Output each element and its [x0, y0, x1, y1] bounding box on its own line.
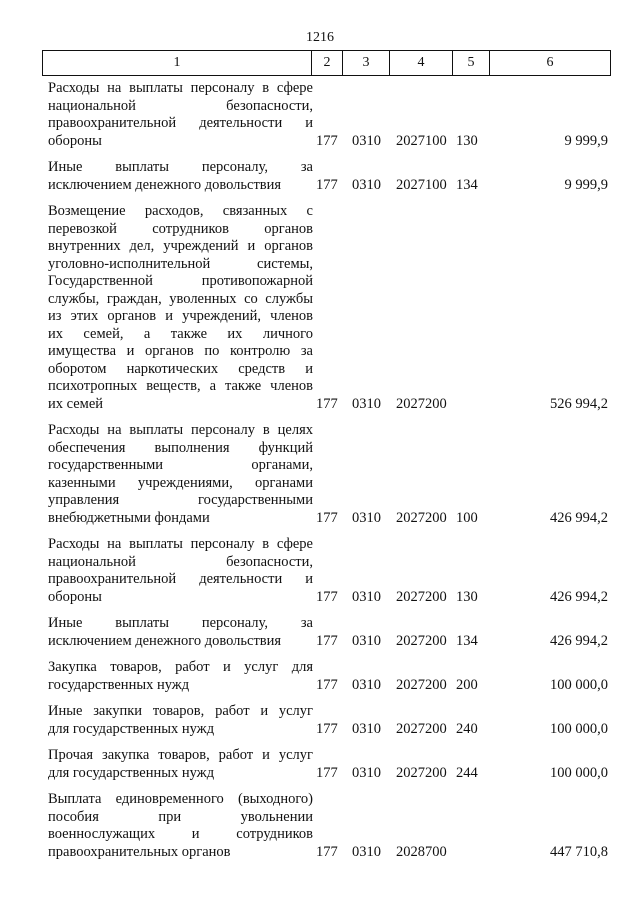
- section-code: 0310: [352, 720, 381, 737]
- table-row: [48, 615, 608, 650]
- row-description: [48, 203, 313, 413]
- page-number: 1216: [306, 30, 334, 45]
- article-code: 2027200: [396, 509, 447, 526]
- description-line: Иные закупки товаров, работ и услуг: [48, 703, 313, 719]
- expense-type-code: 134: [456, 176, 478, 193]
- article-code: 2027100: [396, 176, 447, 193]
- row-codes: [48, 677, 608, 695]
- table-row: [48, 791, 608, 861]
- section-code: 0310: [352, 509, 381, 526]
- description-line: казенными учреждениями, органами: [48, 474, 313, 491]
- column-header-4: 4: [390, 51, 453, 76]
- row-codes: [48, 721, 608, 739]
- description-line: оборотом наркотических средств и: [48, 360, 313, 377]
- table-row: [48, 203, 608, 413]
- description-line: Выплата единовременного (выходного): [48, 791, 313, 807]
- description-line: пособия при увольнении: [48, 808, 313, 825]
- description-line: правоохранительных органов: [48, 843, 231, 860]
- row-codes: [48, 589, 608, 607]
- section-code: 0310: [352, 676, 381, 693]
- description-line: исключением денежного довольствия: [48, 176, 282, 193]
- description-line: Государственной противопожарной: [48, 273, 313, 289]
- column-header-3: 3: [343, 51, 390, 76]
- amount: 100 000,0: [550, 720, 608, 737]
- description-line: для государственных нужд: [48, 720, 215, 737]
- ministry-code: 177: [316, 176, 338, 193]
- amount: 447 710,8: [550, 843, 608, 860]
- table-row: [48, 659, 608, 694]
- description-line: обороны: [48, 588, 102, 605]
- amount: 426 994,2: [550, 588, 608, 605]
- table-row: [48, 703, 608, 738]
- column-header-table: [42, 50, 611, 76]
- row-codes: [48, 177, 608, 195]
- description-line: для государственных нужд: [48, 764, 215, 781]
- description-line: Прочая закупка товаров, работ и услуг: [48, 747, 313, 763]
- ministry-code: 177: [316, 588, 338, 605]
- expense-type-code: 244: [456, 764, 478, 781]
- article-code: 2027200: [396, 720, 447, 737]
- amount: 100 000,0: [550, 764, 608, 781]
- row-codes: [48, 396, 608, 414]
- description-line: их семей: [48, 395, 104, 412]
- article-code: 2027200: [396, 632, 447, 649]
- expense-type-code: 100: [456, 509, 478, 526]
- description-line: национальной безопасности,: [48, 553, 313, 570]
- description-line: Расходы на выплаты персоналу в целях: [48, 422, 313, 438]
- description-line: Иные выплаты персоналу, за: [48, 159, 313, 175]
- description-line: обеспечения выполнения функций: [48, 439, 313, 456]
- description-line: их семей, а также их личного: [48, 325, 313, 342]
- ministry-code: 177: [316, 720, 338, 737]
- description-line: правоохранительной деятельности и: [48, 571, 313, 587]
- section-code: 0310: [352, 176, 381, 193]
- column-header-6: 6: [490, 51, 611, 76]
- table-row: [48, 536, 608, 606]
- description-line: уголовно-исполнительной системы,: [48, 255, 313, 272]
- table-row: [48, 422, 608, 527]
- row-codes: [48, 765, 608, 783]
- ministry-code: 177: [316, 764, 338, 781]
- amount: 426 994,2: [550, 632, 608, 649]
- description-line: управления государственными: [48, 492, 313, 508]
- description-line: Иные выплаты персоналу, за: [48, 615, 313, 631]
- description-line: национальной безопасности,: [48, 97, 313, 114]
- section-code: 0310: [352, 764, 381, 781]
- section-code: 0310: [352, 843, 381, 860]
- description-line: перевозкой сотрудников органов: [48, 220, 313, 237]
- ministry-code: 177: [316, 632, 338, 649]
- description-line: Закупка товаров, работ и услуг для: [48, 659, 313, 675]
- article-code: 2028700: [396, 843, 447, 860]
- amount: 9 999,9: [564, 132, 608, 149]
- column-header-1: 1: [43, 51, 312, 76]
- description-line: Расходы на выплаты персоналу в сфере: [48, 536, 313, 552]
- expense-type-code: 240: [456, 720, 478, 737]
- description-line: внутренних дел, учреждений и органов: [48, 238, 313, 254]
- row-codes: [48, 510, 608, 528]
- article-code: 2027200: [396, 764, 447, 781]
- table-row: [48, 80, 608, 150]
- section-code: 0310: [352, 395, 381, 412]
- amount: 9 999,9: [564, 176, 608, 193]
- expense-type-code: 130: [456, 588, 478, 605]
- article-code: 2027200: [396, 395, 447, 412]
- description-line: государственных нужд: [48, 676, 190, 693]
- amount: 426 994,2: [550, 509, 608, 526]
- ministry-code: 177: [316, 676, 338, 693]
- expense-type-code: 200: [456, 676, 478, 693]
- description-line: Возмещение расходов, связанных с: [48, 203, 313, 219]
- ministry-code: 177: [316, 132, 338, 149]
- row-codes: [48, 844, 608, 862]
- amount: 526 994,2: [550, 395, 608, 412]
- article-code: 2027200: [396, 676, 447, 693]
- table-row: [48, 159, 608, 194]
- ministry-code: 177: [316, 843, 338, 860]
- description-line: внебюджетными фондами: [48, 509, 210, 526]
- description-line: из этих органов и учреждений, членов: [48, 308, 313, 324]
- section-code: 0310: [352, 132, 381, 149]
- expense-type-code: 130: [456, 132, 478, 149]
- row-codes: [48, 133, 608, 151]
- expense-type-code: 134: [456, 632, 478, 649]
- ministry-code: 177: [316, 395, 338, 412]
- description-line: Расходы на выплаты персоналу в сфере: [48, 80, 313, 96]
- row-codes: [48, 633, 608, 651]
- column-header-2: 2: [312, 51, 343, 76]
- description-line: правоохранительной деятельности и: [48, 115, 313, 131]
- section-code: 0310: [352, 632, 381, 649]
- description-line: военнослужащих и сотрудников: [48, 826, 313, 842]
- description-line: государственными органами,: [48, 457, 313, 473]
- description-line: психотропных веществ, а также членов: [48, 378, 313, 394]
- article-code: 2027200: [396, 588, 447, 605]
- description-line: исключением денежного довольствия: [48, 632, 282, 649]
- description-line: обороны: [48, 132, 102, 149]
- ministry-code: 177: [316, 509, 338, 526]
- description-line: имущества и органов по контролю за: [48, 343, 313, 359]
- description-line: службы, граждан, уволенных со службы: [48, 290, 313, 307]
- amount: 100 000,0: [550, 676, 608, 693]
- table-row: [48, 747, 608, 782]
- section-code: 0310: [352, 588, 381, 605]
- table-body: [48, 80, 608, 870]
- article-code: 2027100: [396, 132, 447, 149]
- column-header-5: 5: [453, 51, 490, 76]
